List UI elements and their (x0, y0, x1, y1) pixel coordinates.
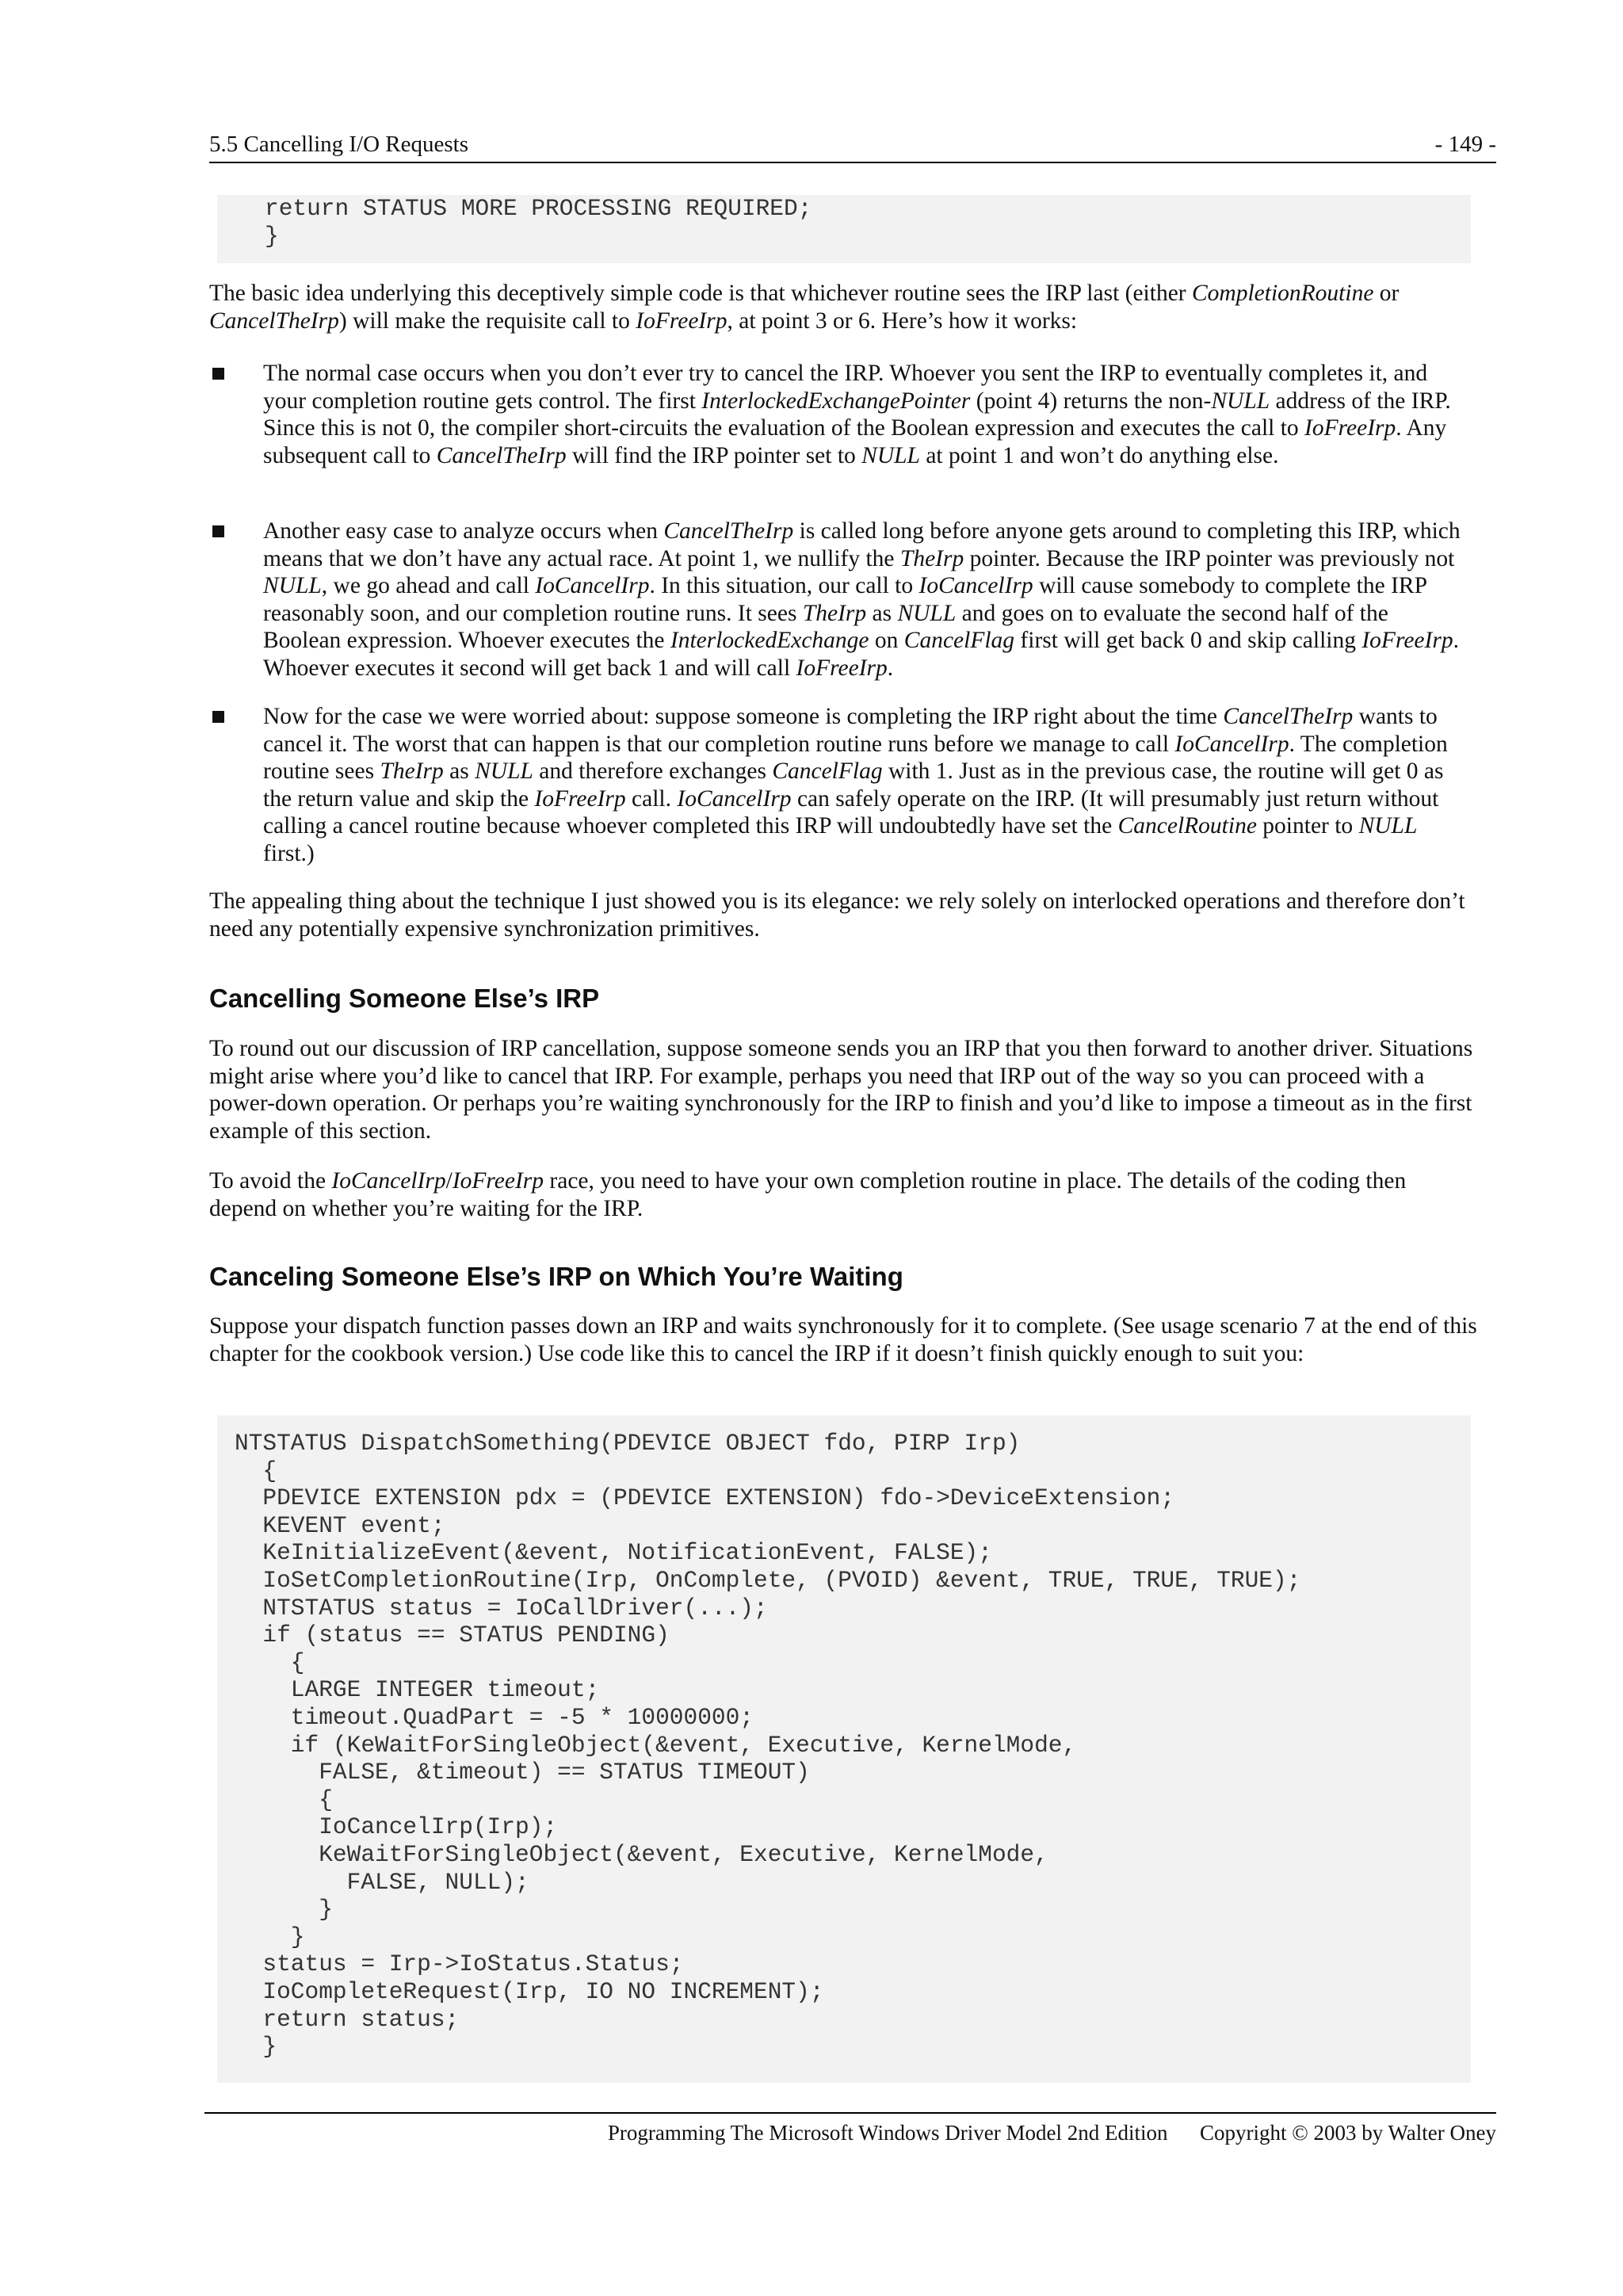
text-run: first will get back 0 and skip calling (1014, 628, 1362, 654)
italic-term: NULL (897, 600, 957, 626)
code-line: KeWaitForSingleObject(&event, Executive, KernelMode, (235, 1841, 1048, 1868)
text-run: with 1. Just as in the previous case, the routine will get 0 as the return value and skip the (263, 758, 1444, 812)
italic-term: CancelFlag (772, 758, 883, 785)
text-run: , we go ahead and call (321, 573, 536, 599)
code-block-top (217, 195, 1471, 263)
italic-term: InterlockedExchangePointer (701, 388, 971, 414)
code-line: KEVENT event; (235, 1511, 445, 1539)
italic-term: IoFreeIrp (1304, 415, 1396, 441)
code-line: NTSTATUS DispatchSomething(PDEVICE OBJECT fdo, PIRP Irp) (235, 1430, 1021, 1457)
code-line: { (235, 1786, 333, 1813)
text-run: . (887, 655, 894, 681)
italic-term: IoFreeIrp (452, 1168, 544, 1194)
footer-rule (204, 2112, 1496, 2114)
text-run: is called long before anyone gets around to completing this IRP, which means that we don’t have any actual race. At point 1, we nullify the (263, 518, 1461, 571)
code-line: { (235, 1457, 277, 1484)
italic-term: IoCancelIrp (535, 573, 650, 599)
text-run: and therefore exchanges (533, 758, 773, 785)
section-heading: Cancelling Someone Else’s IRP (209, 984, 600, 1013)
italic-term: IoCancelIrp (1174, 731, 1289, 757)
footer (608, 2121, 1496, 2145)
italic-term: IoCancelIrp (331, 1168, 446, 1194)
paragraph-suppose (209, 1312, 1477, 1367)
page-number: - 149 - (1434, 132, 1496, 157)
text-run: . Any subsequent call to (263, 415, 1447, 468)
text-run: . Whoever executes it second will get back 1 and will call (263, 628, 1459, 681)
footer-book-title: Programming The Microsoft Windows Driver Model 2nd Edition (607, 2121, 1168, 2145)
code-line: } (235, 1923, 305, 1950)
italic-term: IoFreeIrp (796, 655, 888, 681)
text-run: . In this situation, our call to (649, 573, 919, 599)
italic-term: IoFreeIrp (1361, 628, 1453, 654)
code-line: FALSE, NULL); (235, 1868, 529, 1896)
text-run: can safely operate on the IRP. (It will presumably just return without calling a cancel routine because whoever completed this IRP will undoubtedly have set the (263, 785, 1439, 839)
italic-term: NULL (475, 758, 533, 785)
code-line: PDEVICE EXTENSION pdx = (PDEVICE EXTENSION) fdo->DeviceExtension; (235, 1484, 1175, 1512)
italic-term: CancelTheIrp (209, 308, 339, 334)
italic-term: TheIrp (380, 758, 444, 785)
text-run: To round out our discussion of IRP cancellation, suppose someone sends you an IRP that you then forward to another driver. Situations might arise where you’d like to cancel that IRP. For example, perhaps you need that IRP out of the way so you can proceed with a power-down operation. Or perhaps you’re waiting synchronously for the IRP to finish and you’d like to impose a timeout as in the first example of this section. (209, 1036, 1473, 1144)
bullet-square-icon (212, 368, 224, 380)
text-run: on (869, 628, 904, 654)
bullet-square-icon (212, 525, 224, 537)
paragraph-appealing (209, 888, 1477, 942)
italic-term: TheIrp (899, 545, 964, 571)
text-run: Suppose your dispatch function passes down an IRP and waits synchronously for it to complete. (See usage scenario 7 at the end of this chapter for the cookbook version.) Use code like this to cancel the IRP if it doesn’t finish quickly enough to suit you: (209, 1313, 1477, 1366)
text-run: address of the IRP. Since this is not 0, the compiler short-circuits the evaluation of the Boolean expression and executes the call to (263, 388, 1451, 441)
text-run: as (443, 758, 475, 785)
text-run: . The completion routine sees (263, 731, 1448, 785)
code-line: status = Irp->IoStatus.Status; (235, 1950, 684, 1978)
text-run: pointer. Because the IRP pointer was previously not (964, 545, 1455, 571)
code-line: timeout.QuadPart = -5 * 10000000; (235, 1704, 754, 1731)
text-run: wants to cancel it. The worst that can happen is that our completion routine runs before we manage to call (263, 704, 1438, 757)
italic-term: CancelTheIrp (663, 518, 794, 544)
text-run: ) will make the requisite call to (338, 308, 636, 334)
italic-term: InterlockedExchange (670, 628, 869, 654)
text-run: or (1373, 281, 1400, 306)
code-line: FALSE, &timeout) == STATUS TIMEOUT) (235, 1759, 810, 1786)
italic-term: CancelTheIrp (436, 442, 567, 468)
code-line: KeInitializeEvent(&event, NotificationEvent, FALSE); (235, 1539, 992, 1567)
text-run: first.) (263, 840, 315, 866)
code-line: NTSTATUS status = IoCallDriver(...); (235, 1594, 768, 1622)
italic-term: NULL (1358, 813, 1418, 839)
text-run: race, you need to have your own completion routine in place. The details of the coding then depend on whether you’re waiting for the IRP. (209, 1168, 1407, 1221)
code-block-main (217, 1415, 1471, 2083)
italic-term: CancelTheIrp (1223, 704, 1354, 729)
text-run: (point 4) returns the non- (970, 388, 1212, 414)
list-item-text (263, 703, 1469, 868)
italic-term: IoCancelIrp (918, 573, 1033, 599)
text-run: The appealing thing about the technique I just showed you is its elegance: we rely solely on interlocked operations and therefore don’t need any potentially expensive synchronization primitives. (209, 888, 1465, 942)
italic-term: IoFreeIrp (534, 785, 626, 812)
code-line: LARGE INTEGER timeout; (235, 1676, 600, 1704)
italic-term: NULL (1211, 388, 1270, 414)
italic-term: CompletionRoutine (1192, 281, 1374, 306)
code-line: return STATUS MORE PROCESSING REQUIRED; (265, 195, 812, 222)
list-item-text (263, 518, 1469, 682)
text-run: as (866, 600, 898, 626)
code-line: return status; (235, 2005, 460, 2033)
italic-term: CancelRoutine (1117, 813, 1257, 839)
text-run: Another easy case to analyze occurs when (263, 518, 664, 544)
italic-term: NULL (263, 573, 322, 599)
code-line: if (status == STATUS PENDING) (235, 1622, 670, 1649)
paragraph-avoid (209, 1167, 1477, 1222)
code-line: { (235, 1648, 305, 1676)
code-line: } (235, 2033, 277, 2061)
text-run: The basic idea underlying this deceptively simple code is that whichever routine sees the IRP last (either (209, 281, 1192, 306)
list-item-text (263, 360, 1469, 469)
section-title: 5.5 Cancelling I/O Requests (209, 132, 469, 157)
code-line: IoSetCompletionRoutine(Irp, OnComplete, (PVOID) &event, TRUE, TRUE, TRUE); (235, 1567, 1301, 1594)
text-run: at point 1 and won’t do anything else. (919, 442, 1279, 468)
text-run: will find the IRP pointer set to (566, 442, 862, 468)
code-line: } (265, 222, 279, 250)
text-run: pointer to (1256, 813, 1359, 839)
text-run: Now for the case we were worried about: suppose someone is completing the IRP right about the time (263, 704, 1224, 729)
bullet-square-icon (212, 711, 224, 723)
italic-term: TheIrp (802, 600, 867, 626)
italic-term: CancelFlag (903, 628, 1015, 654)
italic-term: IoCancelIrp (677, 785, 792, 812)
text-run: call. (625, 785, 678, 812)
text-run: To avoid the (209, 1168, 332, 1194)
italic-term: NULL (861, 442, 920, 468)
italic-term: IoFreeIrp (636, 308, 727, 334)
code-line: } (235, 1896, 333, 1924)
text-run: , at point 3 or 6. Here’s how it works: (727, 308, 1078, 334)
code-line: if (KeWaitForSingleObject(&event, Executive, KernelMode, (235, 1731, 1077, 1759)
footer-copyright: Copyright © 2003 by Walter Oney (1199, 2121, 1496, 2145)
subsection-heading: Canceling Someone Else’s IRP on Which You’re Waiting (209, 1262, 903, 1291)
paragraph-round-out (209, 1035, 1477, 1144)
text-run: and goes on to evaluate the second half of the Boolean expression. Whoever executes the (263, 600, 1388, 654)
code-line: IoCancelIrp(Irp); (235, 1813, 558, 1841)
code-line: IoCompleteRequest(Irp, IO NO INCREMENT); (235, 1978, 824, 2005)
running-header (209, 130, 1496, 163)
paragraph-intro (209, 280, 1477, 334)
text-run: / (445, 1168, 453, 1194)
text-run: The normal case occurs when you don’t ever try to cancel the IRP. Whoever you sent the IRP to eventually completes it, and your completion routine gets control. The first (263, 361, 1428, 414)
text-run: will cause somebody to complete the IRP reasonably soon, and our completion routine runs. It sees (263, 573, 1426, 626)
